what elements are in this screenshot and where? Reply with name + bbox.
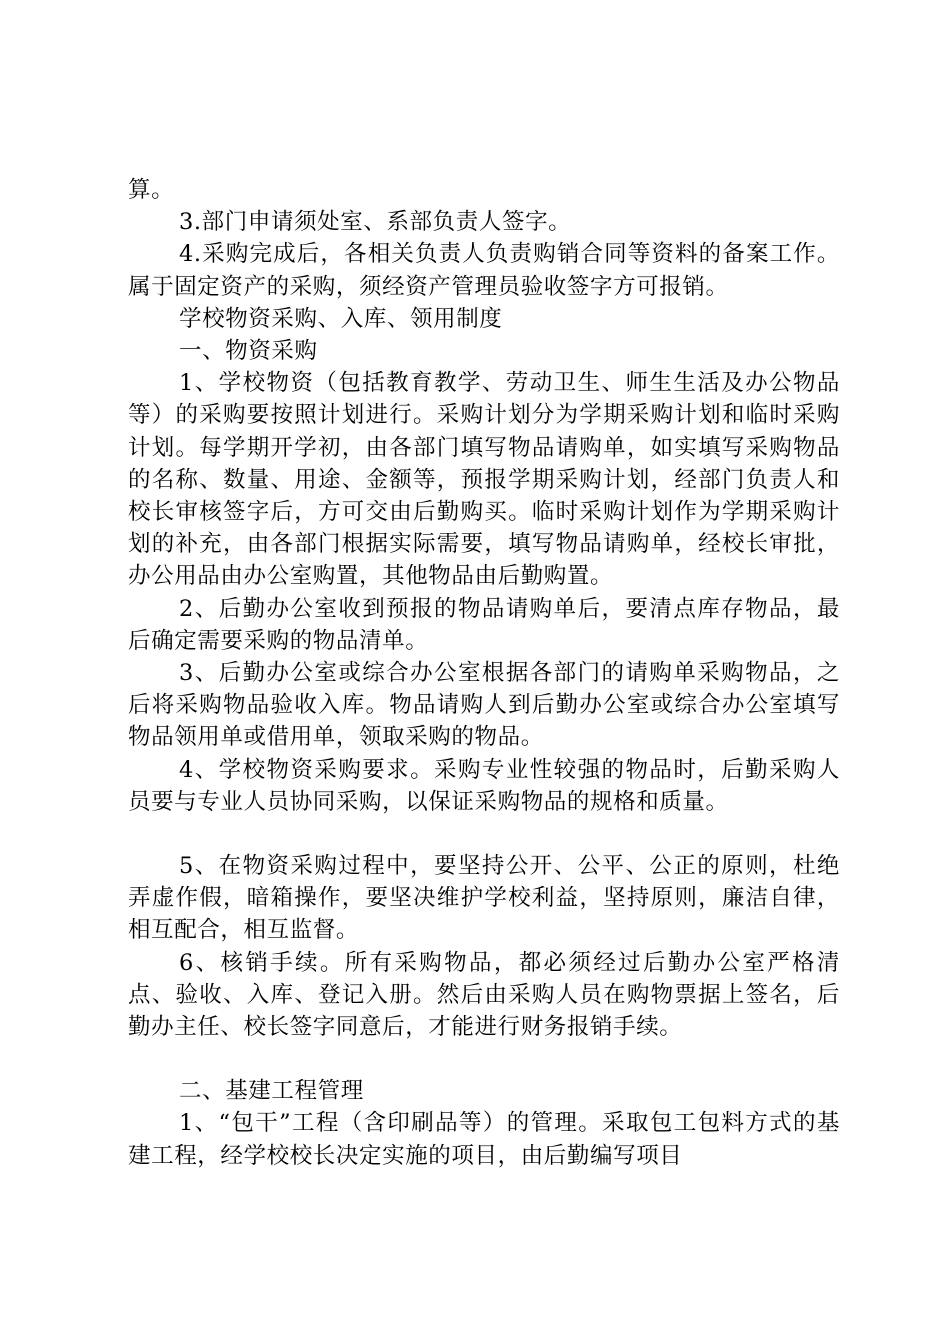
heading-material-procurement: 一、物资采购 — [179, 338, 318, 365]
paragraph-item-4: 4.采购完成后，各相关负责人负责购销合同等资料的备案工作。属于固定资产的采购，须经资产管理员验收签字方可报销。 — [128, 241, 840, 300]
paragraph-procurement-2: 2、后勤办公室收到预报的物品请购单后，要清点库存物品，最后确定需要采购的物品清单。 — [128, 595, 840, 654]
paragraph-procurement-1: 1、学校物资（包括教育教学、劳动卫生、师生生活及办公物品等）的采购要按照计划进行。采购计划分为学期采购计划和临时采购计划。每学期开学初，由各部门填写物品请购单，如实填写采购物品的名称、数量、用途、金额等，预报学期采购计划，经部门负责人和校长审核签字后，方可交由后勤购买。临时采购计划作为学期采购计划的补充，由各部门根据实际需要，填写物品请购单，经校长审批，办公用品由办公室购置，其他物品由后勤购置。 — [128, 370, 840, 590]
paragraph-construction-1: 1、“包干”工程（含印刷品等）的管理。采取包工包料方式的基建工程，经学校校长决定实施的项目，由后勤编写项目 — [128, 1110, 840, 1169]
paragraph-procurement-5: 5、在物资采购过程中，要坚持公开、公平、公正的原则，杜绝弄虚作假，暗箱操作，要坚决维护学校利益，坚持原则，廉洁自律，相互配合，相互监督。 — [128, 853, 840, 944]
document-body — [128, 174, 840, 1172]
heading-construction-management: 二、基建工程管理 — [179, 1078, 364, 1105]
paragraph-procurement-4: 4、学校物资采购要求。采购专业性较强的物品时，后勤采购人员要与专业人员协同采购，以保证采购物品的规格和质量。 — [128, 756, 840, 815]
paragraph-continuation: 算。 — [128, 177, 175, 203]
paragraph-procurement-3: 3、后勤办公室或综合办公室根据各部门的请购单采购物品，之后将采购物品验收入库。物品请购人到后勤办公室或综合办公室填写物品领用单或借用单，领取采购的物品。 — [128, 660, 840, 751]
section-title: 学校物资采购、入库、领用制度 — [179, 305, 503, 332]
paragraph-procurement-6: 6、核销手续。所有采购物品，都必须经过后勤办公室严格清点、验收、入库、登记入册。然后由采购人员在购物票据上签名，后勤办主任、校长签字同意后，才能进行财务报销手续。 — [128, 949, 840, 1041]
paragraph-item-3: 3.部门申请须处室、系部负责人签字。 — [179, 209, 572, 236]
